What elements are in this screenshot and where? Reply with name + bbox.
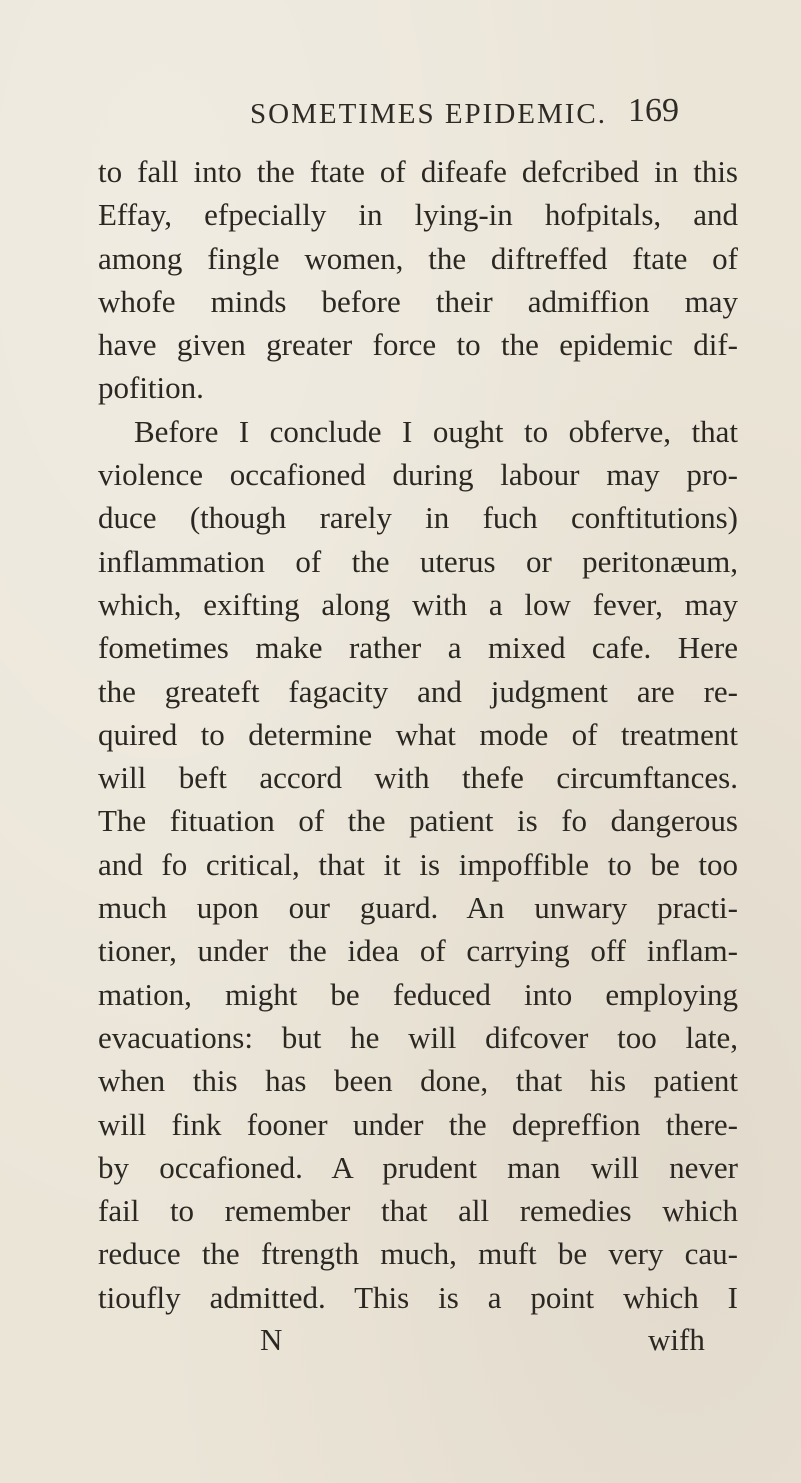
text-line: violence occafioned during labour may pro- bbox=[98, 457, 738, 493]
text-line: duce (though rarely in fuch conftitutions) bbox=[98, 500, 738, 536]
signature-mark: N bbox=[260, 1322, 283, 1357]
text-line: tioner, under the idea of carrying off inflam- bbox=[98, 933, 738, 969]
body-text bbox=[98, 150, 738, 1319]
text-line: whofe minds before their admiffion may bbox=[98, 283, 738, 319]
text-line: pofition. bbox=[98, 370, 204, 406]
text-line: to fall into the ftate of difeafe defcribed in this bbox=[98, 154, 738, 189]
text-line: when this has been done, that his patient bbox=[98, 1063, 738, 1099]
text-line: Effay, efpecially in lying-in hofpitals, and bbox=[98, 197, 738, 233]
paragraph-start-line: Before I conclude I ought to obferve, that bbox=[134, 413, 738, 449]
text-line: will beft accord with thefe circumftances. bbox=[98, 760, 738, 796]
text-line: will fink fooner under the depreffion there- bbox=[98, 1106, 738, 1142]
text-line: among fingle women, the diftreffed ftate of bbox=[98, 240, 738, 276]
text-line: quired to determine what mode of treatment bbox=[98, 716, 738, 752]
text-line: and fo critical, that it is impoffible to be too bbox=[98, 846, 738, 882]
text-line: reduce the ftrength much, muft be very cau- bbox=[98, 1236, 738, 1272]
text-line: evacuations: but he will difcover too late, bbox=[98, 1019, 738, 1055]
text-line: the greateft fagacity and judgment are re- bbox=[98, 673, 738, 709]
text-line: inflammation of the uterus or peritonæum, bbox=[98, 543, 738, 579]
text-line: have given greater force to the epidemic dif- bbox=[98, 327, 738, 363]
running-head: SOMETIMES EPIDEMIC. bbox=[250, 98, 608, 130]
text-line: which, exifting along with a low fever, may bbox=[98, 586, 738, 622]
page-header bbox=[0, 92, 801, 142]
text-line: fail to remember that all remedies which bbox=[98, 1193, 738, 1229]
page-number: 169 bbox=[628, 92, 679, 129]
text-line: fometimes make rather a mixed cafe. Here bbox=[98, 630, 738, 666]
text-line: mation, might be feduced into employing bbox=[98, 976, 738, 1012]
text-line: tioufly admitted. This is a point which I bbox=[98, 1279, 738, 1315]
text-line: The fituation of the patient is fo dangerous bbox=[98, 803, 738, 839]
text-line: much upon our guard. An unwary practi- bbox=[98, 890, 738, 926]
text-line: by occafioned. A prudent man will never bbox=[98, 1149, 738, 1185]
catchword: wifh bbox=[648, 1322, 705, 1357]
page-footer bbox=[0, 1318, 801, 1368]
